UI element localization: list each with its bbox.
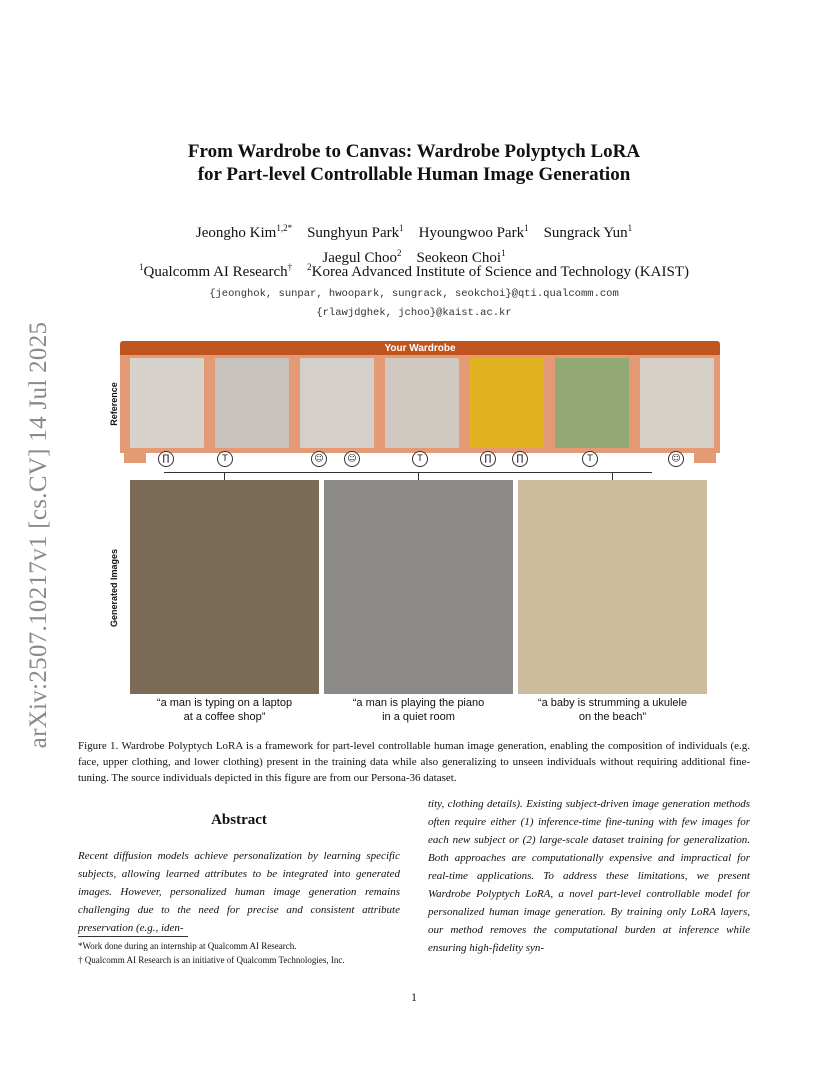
affiliations <box>0 262 828 281</box>
title-line-2: for Part-level Controllable Human Image Generation <box>197 164 631 185</box>
arxiv-stamp <box>24 300 54 770</box>
connector-line <box>224 472 225 480</box>
author: Hyoungwoo Park$^1$ <box>418 223 529 241</box>
face-icon: ☺ <box>668 451 684 467</box>
arxiv-stamp-text: arXiv:2507.10217v1 [cs.CV] 14 Jul 2025 <box>25 321 52 749</box>
wardrobe-leg-right <box>694 453 716 463</box>
footnotes <box>78 939 408 967</box>
affiliation: $^1$Qualcomm AI Research† <box>139 262 293 280</box>
wardrobe-title-bar: Your Wardrobe <box>120 341 720 357</box>
lower-clothing-icon: ∏ <box>158 451 174 467</box>
reference-image <box>470 358 544 448</box>
footnote: † Qualcomm AI Research is an initiative of Qualcomm Technologies, Inc. <box>78 955 345 965</box>
abstract-heading: Abstract <box>211 812 267 828</box>
author: Sunghyun Park$^1$ <box>307 223 404 241</box>
right-column-text: tity, clothing details). Existing subject-driven image generation methods often require either (1) inference-time fine-tuning with few images for each new subject or (2) large-scale dataset training for generalization. Both approaches are computationally expensive and impractical for real-time applications. To address these limitations, we present Wardrobe Polyptych LoRA, a novel part-level controllable model for personalized human image generation. By training only LoRA layers, our method removes the computational burden at inference while ensuring high-fidelity syn- <box>428 798 750 954</box>
author: Seokeon Choi$^1$ <box>416 248 506 266</box>
footnote-divider <box>78 936 188 937</box>
generated-caption: “a baby is strumming a ukulele on the beach” <box>537 697 688 723</box>
author: Sungrack Yun$^1$ <box>543 223 633 241</box>
email-line: {jeonghok, sunpar, hwoopark, sungrack, seokchoi}@qti.qualcomm.com <box>209 288 619 300</box>
reference-image <box>300 358 374 448</box>
authors-line-1 <box>0 218 828 243</box>
abstract-text: Recent diffusion models achieve personalization by learning specific subjects, allowing learned attributes to be integrated into generated images. However, personalized human image generation remains challenging due to the need for precise and consistent attribute preservation (e.g., iden- <box>78 850 400 934</box>
reference-image <box>130 358 204 448</box>
email-list <box>0 285 828 323</box>
author: Jeongho Kim$^{1,2*}$ <box>195 223 293 241</box>
footnote: *Work done during an internship at Qualcomm AI Research. <box>78 941 297 951</box>
affiliation: $^2$Korea Advanced Institute of Science and Technology (KAIST) <box>307 262 689 280</box>
figure-caption: Figure 1. Wardrobe Polyptych LoRA is a framework for part-level controllable human image generation, enabling the composition of individuals (e.g. face, upper clothing, and lower clothing) present in the training data while also generalizing to unseen individuals without requiring additional fine-tuning. The source individuals depicted in this figure are from our Persona-36 dataset. <box>78 740 750 784</box>
generated-axis-label: Generated Images <box>109 548 119 628</box>
email-line: {rlawjdghek, jchoo}@kaist.ac.kr <box>316 307 512 319</box>
figure-1 <box>108 338 728 728</box>
connector-line <box>418 472 419 480</box>
lower-clothing-icon: ∏ <box>480 451 496 467</box>
wardrobe-leg-left <box>124 453 146 463</box>
reference-image <box>555 358 629 448</box>
reference-axis-label: Reference <box>109 382 119 426</box>
reference-image <box>640 358 714 448</box>
generated-caption: “a man is typing on a laptop at a coffee shop” <box>156 697 293 723</box>
connector-line <box>164 472 652 473</box>
upper-clothing-icon: T <box>582 451 598 467</box>
connector-line <box>612 472 613 480</box>
generated-caption: “a man is playing the piano in a quiet room <box>352 697 485 723</box>
author: Jaegul Choo$^2$ <box>322 248 402 266</box>
title-line-1: From Wardrobe to Canvas: Wardrobe Polyptych LoRA <box>187 141 641 162</box>
reference-image <box>215 358 289 448</box>
page-number: 1 <box>411 990 417 1004</box>
generated-image <box>324 480 513 694</box>
generated-image <box>518 480 707 694</box>
upper-clothing-icon: T <box>412 451 428 467</box>
author-list <box>0 218 828 268</box>
face-icon: ☺ <box>344 451 360 467</box>
lower-clothing-icon: ∏ <box>512 451 528 467</box>
paper-title <box>0 140 828 186</box>
generated-image <box>130 480 319 694</box>
face-icon: ☺ <box>311 451 327 467</box>
upper-clothing-icon: T <box>217 451 233 467</box>
reference-image <box>385 358 459 448</box>
